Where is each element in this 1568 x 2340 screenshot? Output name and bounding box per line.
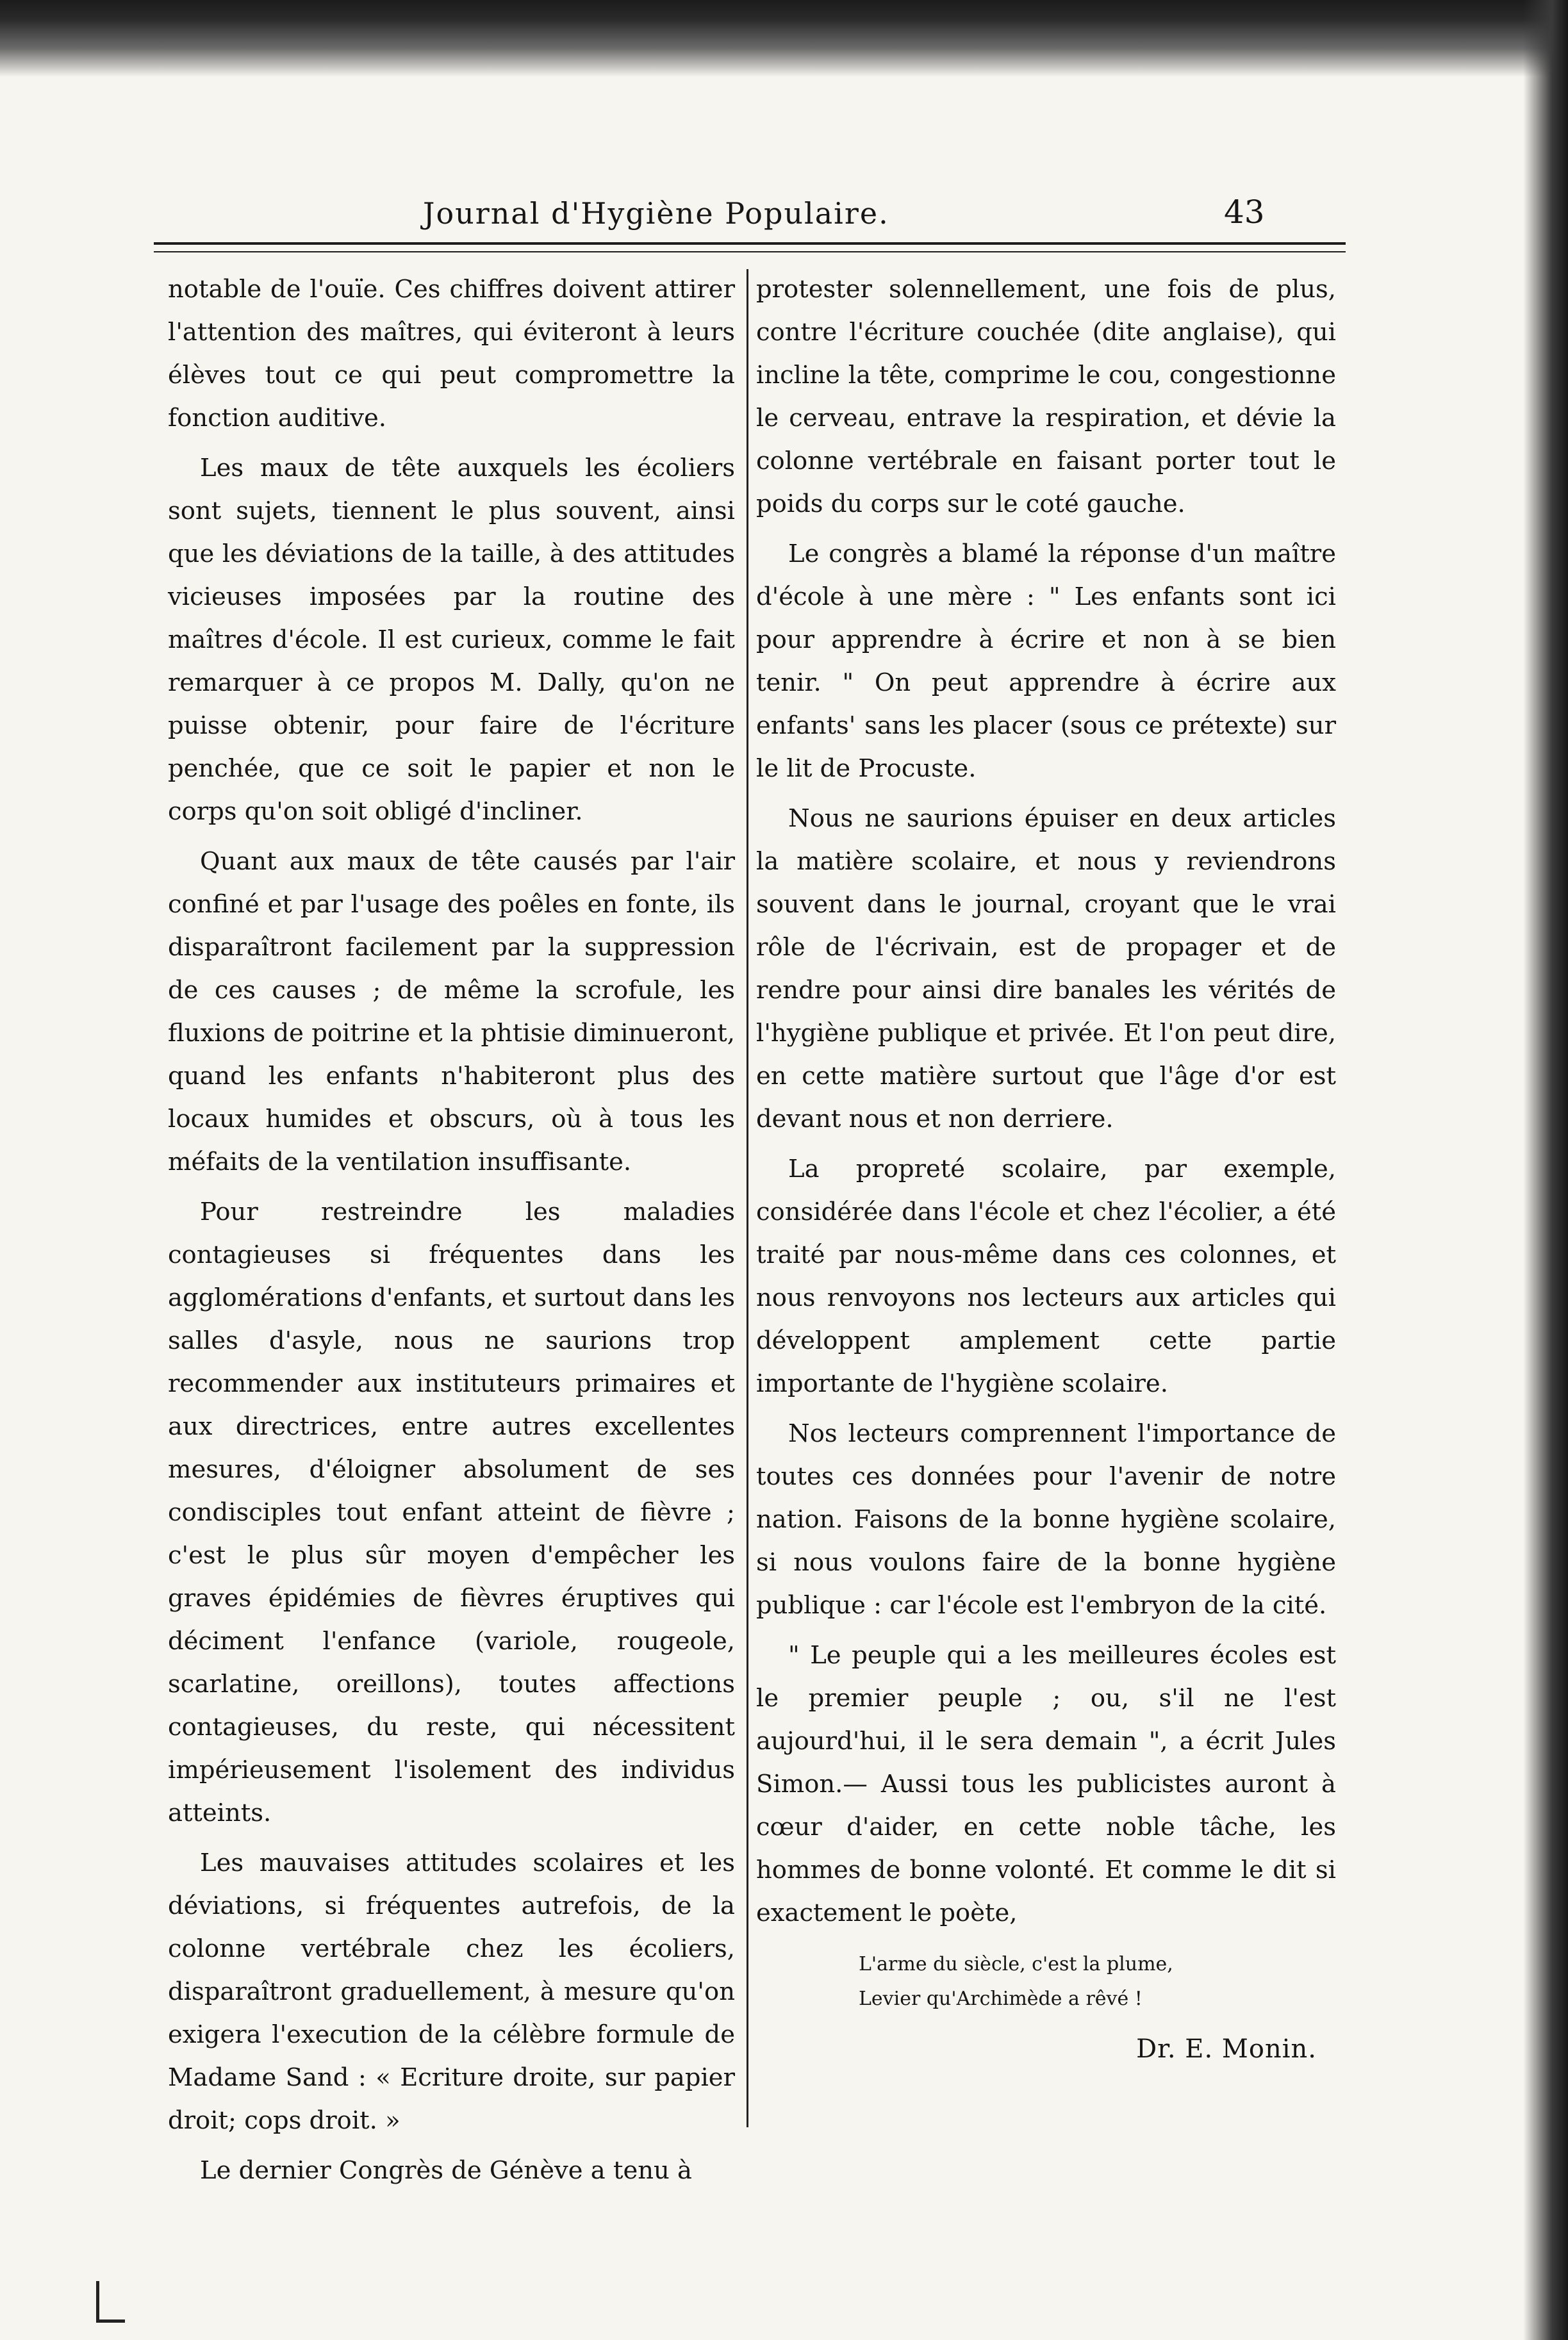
paragraph: Quant aux maux de tête causés par l'air confiné et par l'usage des poêles en fonte, ils disparaîtront facilement par la suppression de ces causes ; de même la scrofule, les fluxions de poitrine et la phtisie diminueront, quand les enfants n'habiteront plus des locaux humides et obscurs, où à tous les méfaits de la ventilation insuffisante. <box>168 847 735 1176</box>
header-rule-thick <box>154 242 1346 245</box>
running-header <box>154 192 1371 243</box>
paragraph: " Le peuple qui a les meilleures écoles est le premier peuple ; ou, s'il ne l'est aujourd'hui, il le sera demain ", a écrit Jules Simon.— Aussi tous les publicistes auront à cœur d'aider, en cette noble tâche, les hommes de bonne volonté. Et comme le dit si exactement le poète, <box>756 1641 1336 1927</box>
verse-line: Levier qu'Archimède a rêvé ! <box>859 1988 1143 2010</box>
journal-title: Journal d'Hygiène Populaire. <box>423 196 889 231</box>
verse-quote <box>756 1947 1336 2016</box>
paragraph: Les mauvaises attitudes scolaires et les déviations, si fréquentes autrefois, de la colonne vertébrale chez les écoliers, disparaîtront graduellement, à mesure qu'on exigera l'execution de la célèbre formule de Madame Sand : « Ecriture droite, sur papier droit; cops droit. » <box>168 1849 735 2135</box>
paragraph: La propreté scolaire, par exemple, considérée dans l'école et chez l'écolier, a été traité par nous-même dans ces colonnes, et nous renvoyons nos lecteurs aux articles qui développent amplement cette partie importante de l'hygiène scolaire. <box>756 1155 1336 1398</box>
paragraph: Pour restreindre les maladies contagieuses si fréquentes dans les agglomérations d'enfants, et surtout dans les salles d'asyle, nous ne saurions trop recommender aux instituteurs primaires et aux directrices, entre autres excellentes mesures, d'éloigner absolument de ses condisciples tout enfant atteint de fièvre ; c'est le plus sûr moyen d'empêcher les graves épidémies de fièvres éruptives qui déciment l'enfance (variole, rougeole, scarlatine, oreillons), toutes affections contagieuses, du reste, qui nécessitent impérieusement l'isolement des individus atteints. <box>168 1198 735 1827</box>
column-divider <box>747 269 748 2127</box>
paragraph: Les maux de tête auxquels les écoliers sont sujets, tiennent le plus souvent, ainsi que les déviations de la taille, à des attitudes vicieuses imposées par la routine des maîtres d'école. Il est curieux, comme le fait remarquer à ce propos M. Dally, qu'on ne puisse obtenir, pour faire de l'écriture penchée, que ce soit le papier et non le corps qu'on soit obligé d'incliner. <box>168 454 735 826</box>
paragraph: Le dernier Congrès de Génève a tenu à <box>200 2156 693 2185</box>
scan-right-border <box>1523 0 1568 2340</box>
verse-line: L'arme du siècle, c'est la plume, <box>859 1953 1173 1975</box>
scan-corner-mark <box>96 2281 125 2323</box>
header-rule-thin <box>154 251 1346 252</box>
paragraph: Le congrès a blamé la réponse d'un maître d'école à une mère : " Les enfants sont ici pour apprendre à écrire et non à se bien tenir. " On peut apprendre à écrire aux enfants' sans les placer (sous ce prétexte) sur le lit de Procuste. <box>756 540 1336 783</box>
right-column <box>756 268 1336 2071</box>
left-column <box>168 268 735 2199</box>
paragraph: protester solennellement, une fois de plus, contre l'écriture couchée (dite anglaise), qui incline la tête, comprime le cou, congestionne le cerveau, entrave la respiration, et dévie la colonne vertébrale en faisant porter tout le poids du corps sur le coté gauche. <box>756 275 1336 518</box>
scan-top-border <box>0 0 1568 77</box>
paragraph: Nos lecteurs comprennent l'importance de toutes ces données pour l'avenir de notre nation. Faisons de la bonne hygiène scolaire, si nous voulons faire de la bonne hygiène publique : car l'école est l'embryon de la cité. <box>756 1419 1336 1620</box>
page-number: 43 <box>1224 194 1265 231</box>
author-signature: Dr. E. Monin. <box>1136 2034 1317 2064</box>
paragraph: notable de l'ouïe. Ces chiffres doivent attirer l'attention des maîtres, qui éviteront à leurs élèves tout ce qui peut compromettre la fonction auditive. <box>168 275 735 433</box>
paragraph: Nous ne saurions épuiser en deux articles la matière scolaire, et nous y reviendrons souvent dans le journal, croyant que le vrai rôle de l'écrivain, est de propager et de rendre pour ainsi dire banales les vérités de l'hygiène publique et privée. Et l'on peut dire, en cette matière surtout que l'âge d'or est devant nous et non derriere. <box>756 804 1336 1133</box>
